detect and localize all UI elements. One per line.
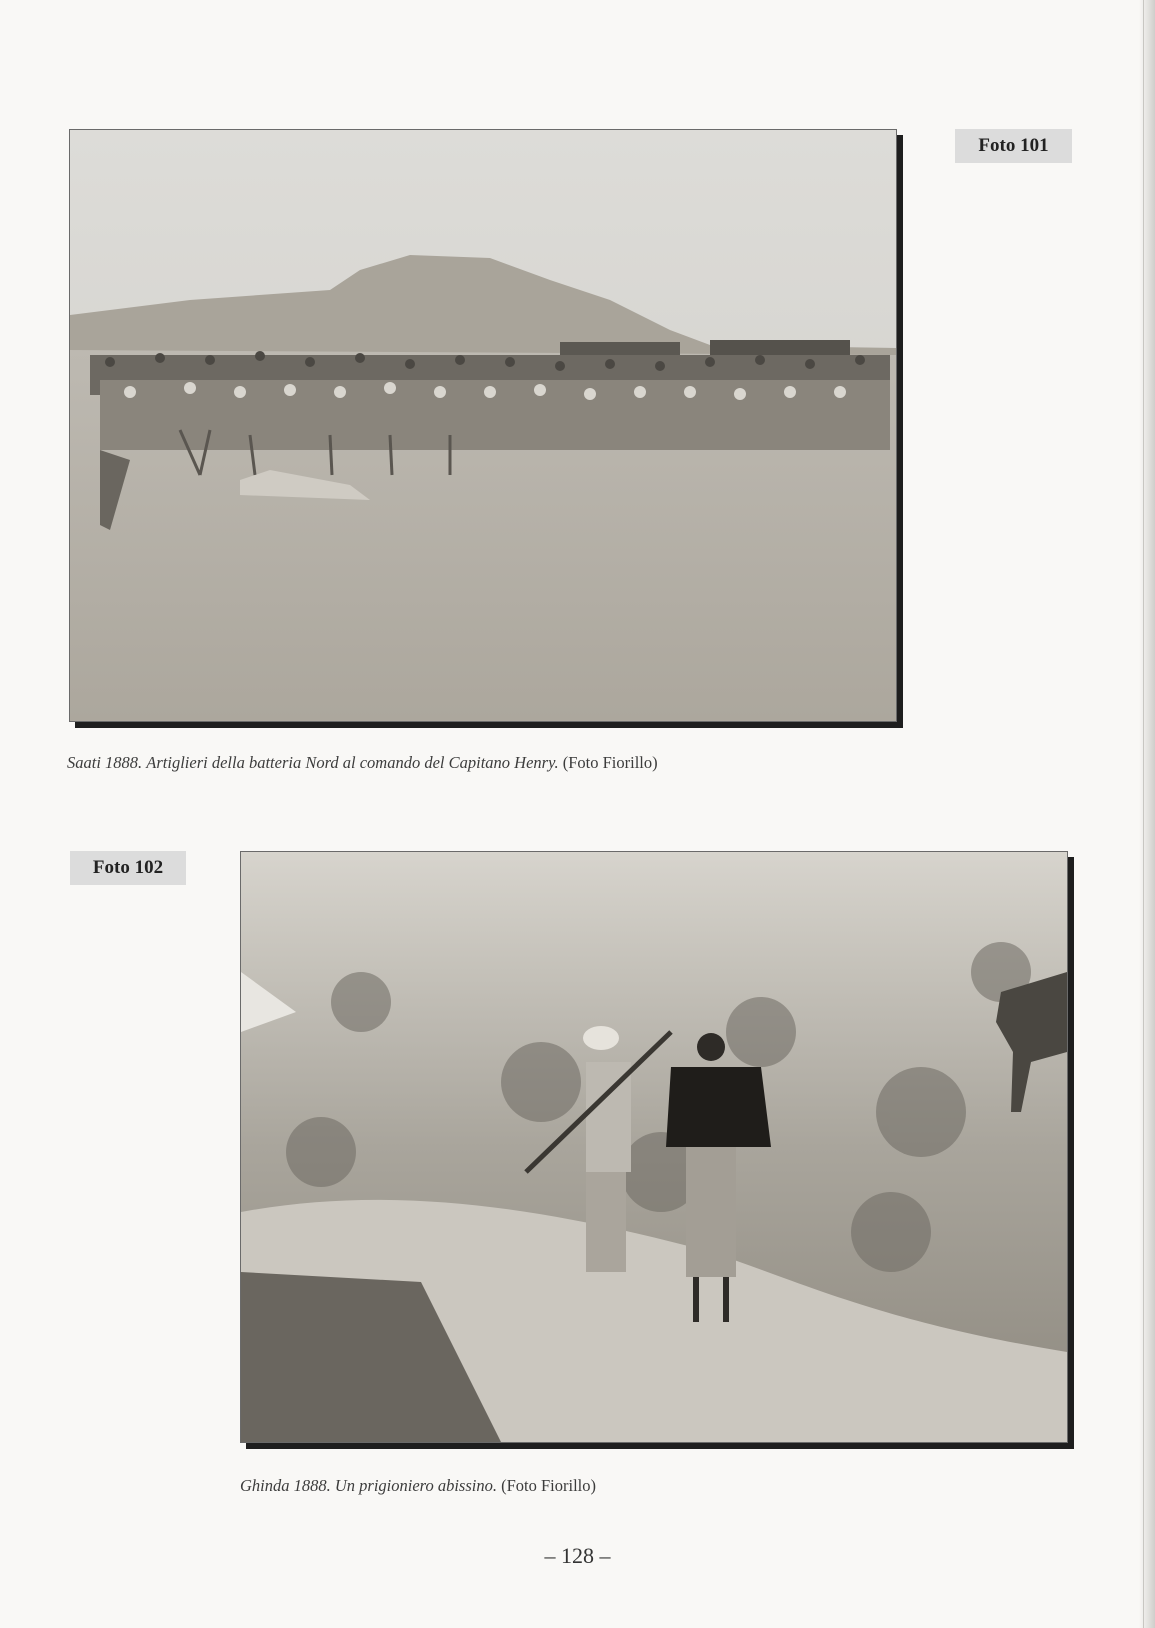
page-number: – 128 – — [544, 1543, 611, 1568]
caption-text: Un prigioniero abissino. — [334, 1476, 497, 1495]
caption-credit: (Foto Fiorillo) — [562, 753, 658, 772]
caption-place-year: Ghinda 1888. — [240, 1476, 331, 1495]
photo-abyssinian-prisoner-image — [241, 852, 1067, 1442]
photo-abyssinian-prisoner — [240, 851, 1068, 1443]
photo-label-101: Foto 101 — [955, 129, 1072, 163]
caption-place-year: Saati 1888. — [67, 753, 143, 772]
photo-artillerymen-saati-image — [70, 130, 896, 721]
photo-caption-102 — [240, 1476, 596, 1496]
photo-label-102: Foto 102 — [70, 851, 186, 885]
caption-text: Artiglieri della batteria Nord al comando del Capitano Henry. — [146, 753, 559, 772]
photo-caption-101 — [67, 753, 658, 773]
caption-credit: (Foto Fiorillo) — [501, 1476, 596, 1495]
page-edge — [1139, 0, 1155, 1628]
photo-artillerymen-saati — [69, 129, 897, 722]
